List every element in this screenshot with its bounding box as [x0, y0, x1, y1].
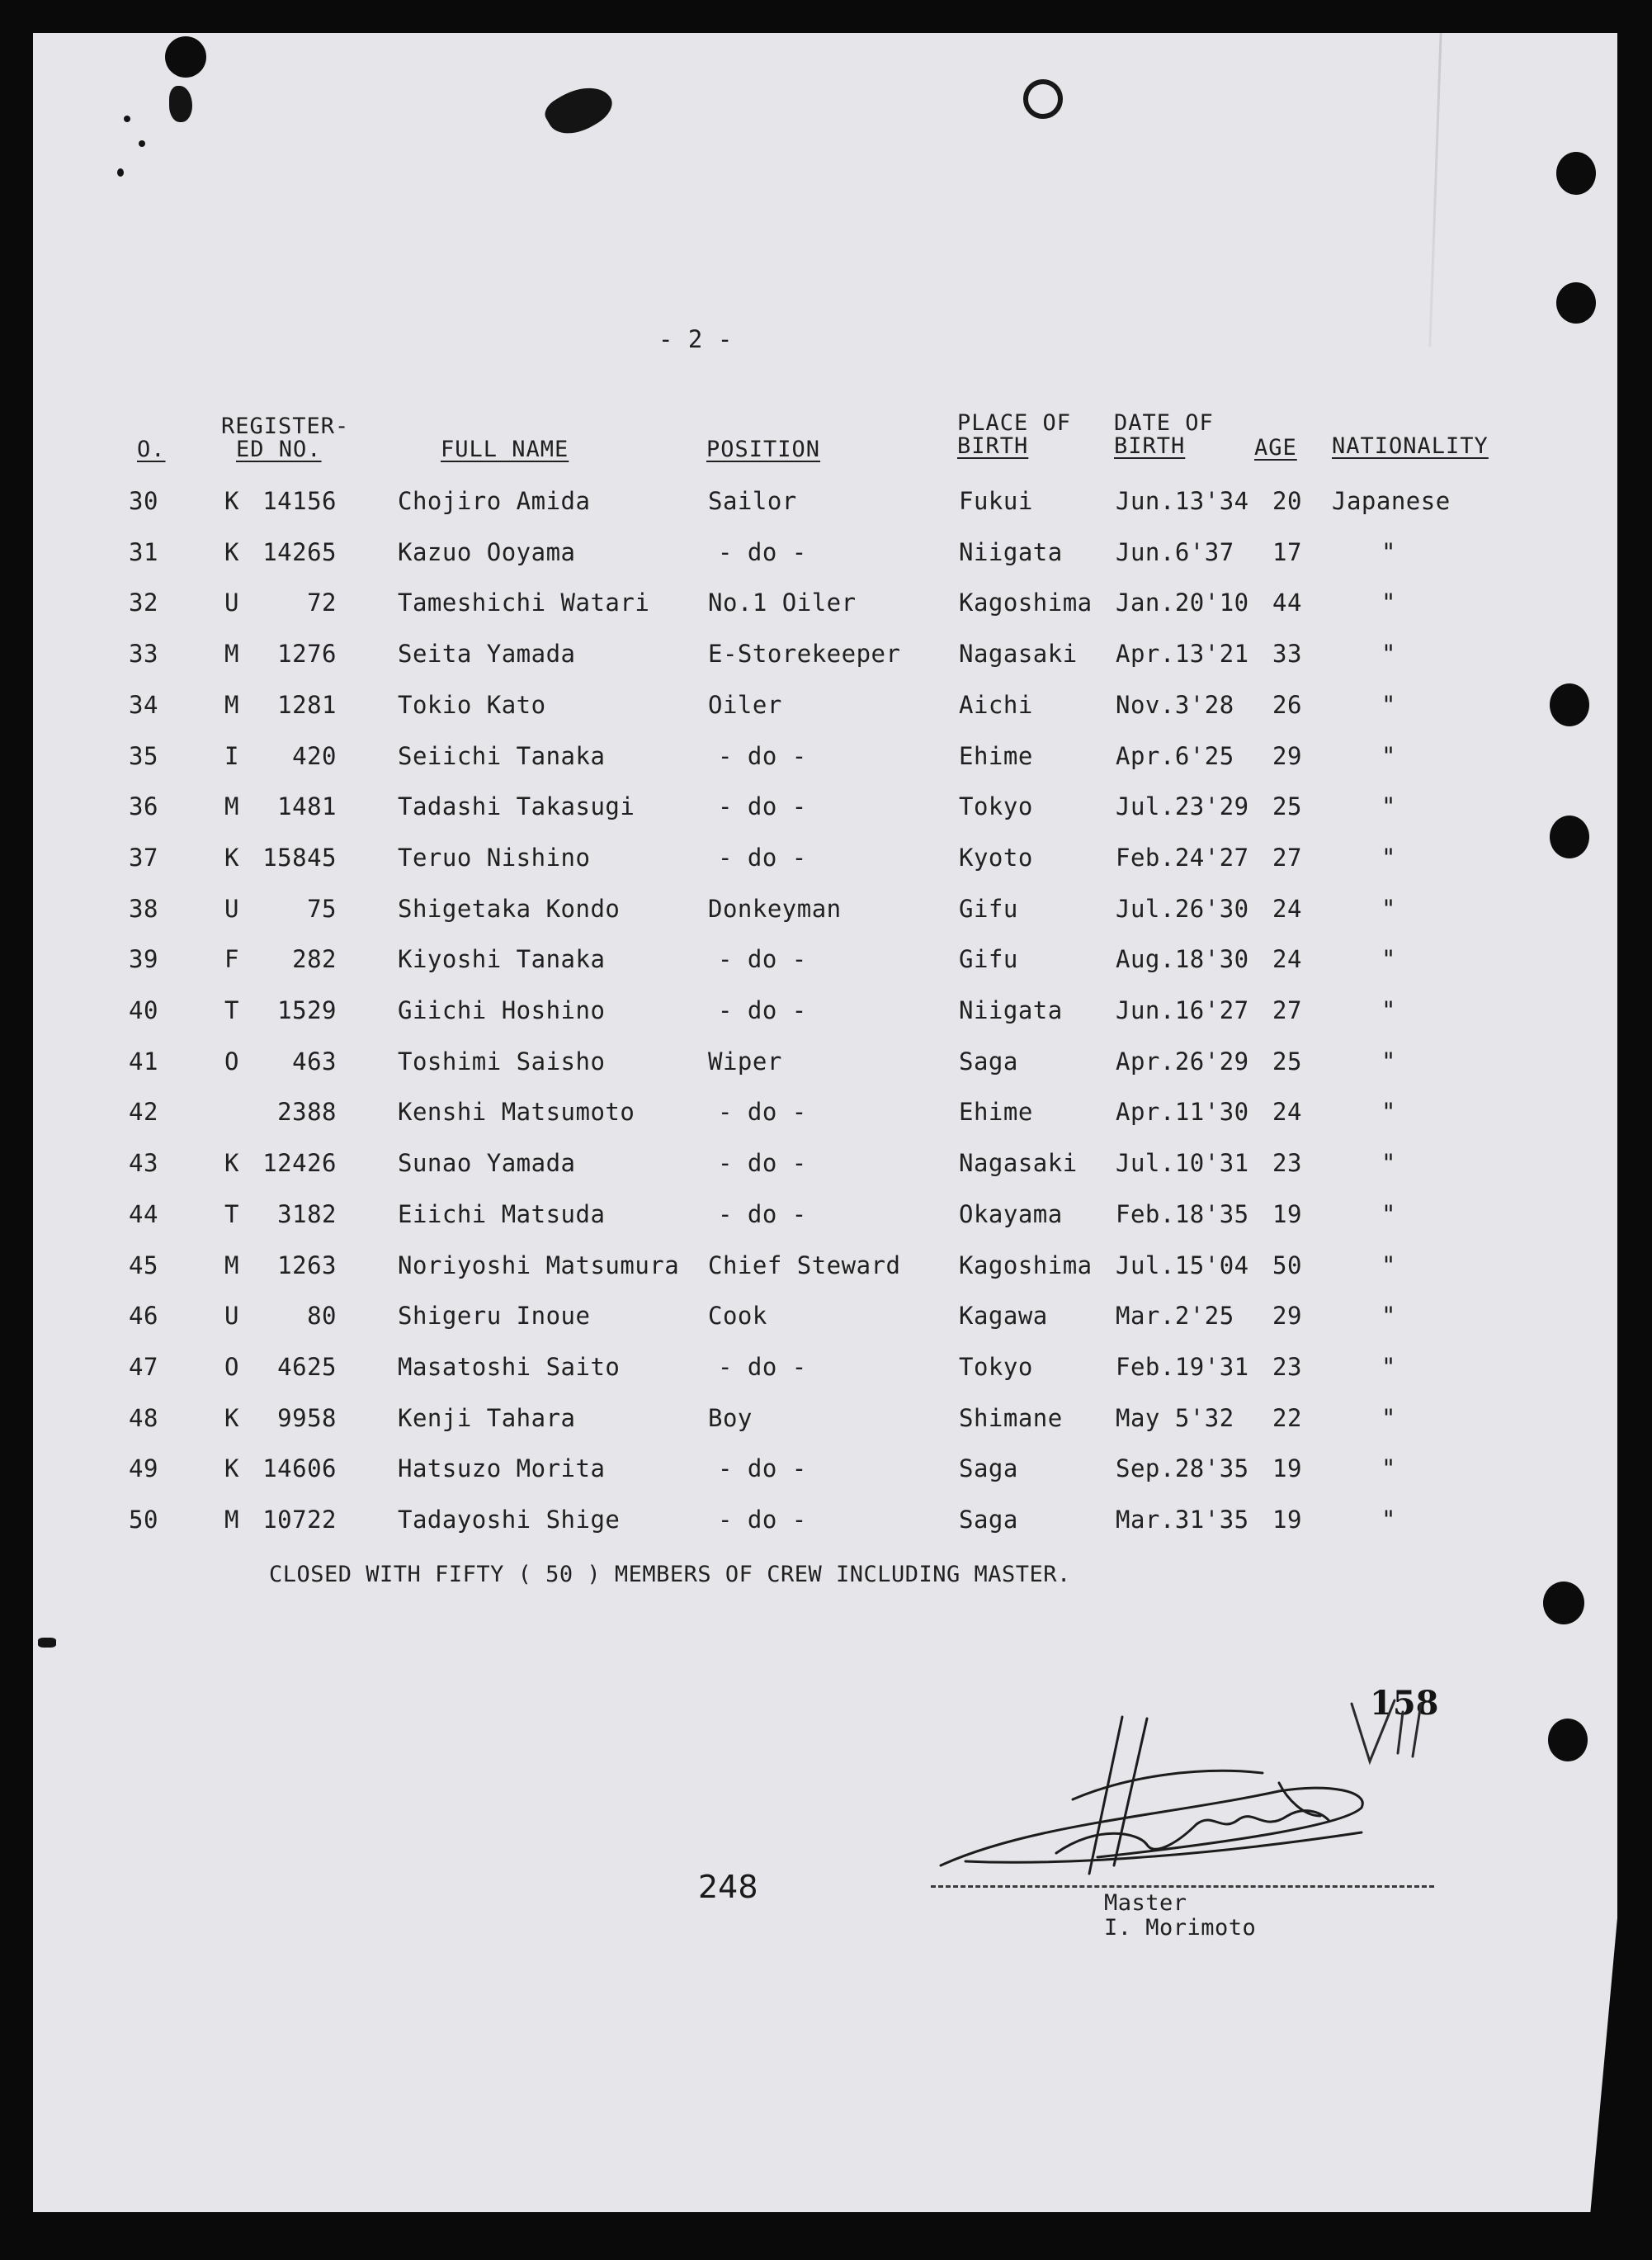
place-of-birth: Gifu — [959, 945, 1018, 974]
nationality: " — [1381, 741, 1396, 770]
full-name: Hatsuzo Morita — [398, 1454, 606, 1483]
nationality: " — [1381, 1098, 1396, 1127]
position: - do - — [718, 741, 807, 770]
row-number: 39 — [129, 945, 158, 974]
date-of-birth: Mar.31'35 — [1116, 1506, 1249, 1534]
position: - do - — [718, 945, 807, 974]
nationality: " — [1381, 690, 1396, 719]
punch-hole — [1556, 282, 1596, 324]
date-of-birth: Feb.19'31 — [1116, 1352, 1249, 1381]
position: - do - — [718, 1352, 807, 1381]
nationality: " — [1381, 843, 1396, 872]
nationality: " — [1381, 1352, 1396, 1381]
closing-statement: CLOSED WITH FIFTY ( 50 ) MEMBERS OF CREW INCLUDING MASTER. — [269, 1562, 1071, 1587]
table-row — [0, 1404, 1568, 1437]
nationality: " — [1381, 1251, 1396, 1279]
registration-number: 420 — [292, 741, 337, 770]
row-number: 42 — [129, 1098, 158, 1127]
place-of-birth: Nagasaki — [959, 1149, 1078, 1178]
place-of-birth: Tokyo — [959, 792, 1033, 821]
registration-number: 72 — [307, 589, 337, 617]
registration-prefix: K — [224, 487, 239, 515]
column-header-position: POSITION — [706, 437, 821, 462]
full-name: Noriyoshi Matsumura — [398, 1251, 680, 1279]
registration-number: 12426 — [262, 1149, 337, 1178]
column-header-date-of-birth-line2: BIRTH — [1114, 433, 1186, 459]
nationality: " — [1381, 1149, 1396, 1178]
registration-prefix: M — [224, 1251, 239, 1279]
place-of-birth: Saga — [959, 1454, 1018, 1483]
full-name: Tameshichi Watari — [398, 589, 650, 617]
table-row — [0, 895, 1568, 928]
place-of-birth: Niigata — [959, 996, 1063, 1024]
registration-prefix: O — [224, 1352, 239, 1381]
registration-prefix: K — [224, 537, 239, 566]
ink-speck — [124, 116, 130, 122]
position: Sailor — [708, 487, 797, 515]
age: 20 — [1272, 487, 1302, 515]
full-name: Tokio Kato — [398, 690, 546, 719]
signature-title: Master — [1104, 1890, 1187, 1916]
table-row — [0, 1149, 1568, 1182]
registration-number: 10722 — [262, 1506, 337, 1534]
column-header-full-name: FULL NAME — [441, 437, 569, 462]
table-row — [0, 1200, 1568, 1233]
place-of-birth: Saga — [959, 1506, 1018, 1534]
registration-prefix: I — [224, 741, 239, 770]
registration-number: 1263 — [277, 1251, 337, 1279]
full-name: Seita Yamada — [398, 640, 576, 669]
nationality: " — [1381, 640, 1396, 669]
full-name: Kenji Tahara — [398, 1403, 576, 1432]
age: 17 — [1272, 537, 1302, 566]
position: - do - — [718, 1199, 807, 1228]
registration-prefix: K — [224, 1149, 239, 1178]
column-header-age: AGE — [1254, 435, 1297, 461]
position: - do - — [718, 843, 807, 872]
place-of-birth: Niigata — [959, 537, 1063, 566]
column-header-no: O. — [137, 437, 166, 462]
registration-number: 282 — [292, 945, 337, 974]
position: Donkeyman — [708, 894, 842, 923]
registration-prefix: T — [224, 1199, 239, 1228]
signature-name: I. Morimoto — [1104, 1915, 1257, 1941]
age: 19 — [1272, 1199, 1302, 1228]
nationality: " — [1381, 1199, 1396, 1228]
date-of-birth: Nov.3'28 — [1116, 690, 1234, 719]
nationality: " — [1381, 589, 1396, 617]
position: Cook — [708, 1302, 767, 1331]
registration-prefix: K — [224, 1454, 239, 1483]
registration-prefix: K — [224, 1403, 239, 1432]
age: 27 — [1272, 996, 1302, 1024]
full-name: Toshimi Saisho — [398, 1047, 606, 1076]
age: 25 — [1272, 1047, 1302, 1076]
registration-prefix: M — [224, 640, 239, 669]
row-number: 49 — [129, 1454, 158, 1483]
table-row — [0, 1098, 1568, 1131]
page-number: 248 — [698, 1869, 758, 1905]
position: No.1 Oiler — [708, 589, 857, 617]
table-row — [0, 1251, 1568, 1284]
table-row — [0, 945, 1568, 978]
full-name: Kazuo Ooyama — [398, 537, 576, 566]
page-marker: - 2 - — [658, 325, 733, 353]
date-of-birth: Aug.18'30 — [1116, 945, 1249, 974]
date-of-birth: Jun.16'27 — [1116, 996, 1249, 1024]
stamp-number: 158 — [1370, 1684, 1439, 1723]
registration-prefix: U — [224, 894, 239, 923]
registration-number: 9958 — [277, 1403, 337, 1432]
row-number: 36 — [129, 792, 158, 821]
column-header-registered-line1: REGISTER- — [221, 414, 350, 439]
age: 23 — [1272, 1352, 1302, 1381]
column-header-place-of-birth-line2: BIRTH — [957, 433, 1029, 459]
registration-prefix: M — [224, 792, 239, 821]
position: - do - — [718, 996, 807, 1024]
date-of-birth: Feb.18'35 — [1116, 1199, 1249, 1228]
row-number: 41 — [129, 1047, 158, 1076]
signature-graphic — [932, 1700, 1395, 1882]
place-of-birth: Nagasaki — [959, 640, 1078, 669]
registration-prefix: M — [224, 690, 239, 719]
registration-number: 80 — [307, 1302, 337, 1331]
registration-prefix: M — [224, 1506, 239, 1534]
date-of-birth: Apr.6'25 — [1116, 741, 1234, 770]
age: 24 — [1272, 945, 1302, 974]
nationality: " — [1381, 945, 1396, 974]
row-number: 43 — [129, 1149, 158, 1178]
nationality: " — [1381, 1047, 1396, 1076]
row-number: 44 — [129, 1199, 158, 1228]
age: 19 — [1272, 1454, 1302, 1483]
table-row — [0, 792, 1568, 825]
row-number: 30 — [129, 487, 158, 515]
table-row — [0, 640, 1568, 673]
registration-number: 1481 — [277, 792, 337, 821]
nationality: Japanese — [1332, 487, 1451, 515]
full-name: Shigetaka Kondo — [398, 894, 621, 923]
age: 50 — [1272, 1251, 1302, 1279]
date-of-birth: Sep.28'35 — [1116, 1454, 1249, 1483]
column-header-registered-line2: ED NO. — [236, 437, 322, 462]
row-number: 45 — [129, 1251, 158, 1279]
punch-hole — [1543, 1582, 1584, 1624]
age: 22 — [1272, 1403, 1302, 1432]
registration-prefix: U — [224, 1302, 239, 1331]
registration-number: 463 — [292, 1047, 337, 1076]
signature-line — [931, 1885, 1434, 1888]
registration-prefix: U — [224, 589, 239, 617]
position: Wiper — [708, 1047, 782, 1076]
nationality: " — [1381, 1454, 1396, 1483]
date-of-birth: Jul.10'31 — [1116, 1149, 1249, 1178]
place-of-birth: Shimane — [959, 1403, 1063, 1432]
position: Chief Steward — [708, 1251, 901, 1279]
table-row — [0, 1454, 1568, 1487]
table-row — [0, 691, 1568, 724]
date-of-birth: Apr.11'30 — [1116, 1098, 1249, 1127]
full-name: Sunao Yamada — [398, 1149, 576, 1178]
registration-prefix: F — [224, 945, 239, 974]
position: - do - — [718, 1098, 807, 1127]
age: 24 — [1272, 894, 1302, 923]
registration-prefix: K — [224, 843, 239, 872]
nationality: " — [1381, 792, 1396, 821]
age: 33 — [1272, 640, 1302, 669]
age: 25 — [1272, 792, 1302, 821]
place-of-birth: Gifu — [959, 894, 1018, 923]
registration-number: 2388 — [277, 1098, 337, 1127]
row-number: 31 — [129, 537, 158, 566]
date-of-birth: Jan.20'10 — [1116, 589, 1249, 617]
age: 19 — [1272, 1506, 1302, 1534]
row-number: 50 — [129, 1506, 158, 1534]
row-number: 48 — [129, 1403, 158, 1432]
date-of-birth: Feb.24'27 — [1116, 843, 1249, 872]
table-row — [0, 589, 1568, 622]
full-name: Seiichi Tanaka — [398, 741, 606, 770]
position: Oiler — [708, 690, 782, 719]
registration-number: 3182 — [277, 1199, 337, 1228]
full-name: Teruo Nishino — [398, 843, 591, 872]
punch-hole — [1548, 1719, 1588, 1761]
ink-speck — [38, 1638, 56, 1648]
age: 29 — [1272, 741, 1302, 770]
date-of-birth: Jul.23'29 — [1116, 792, 1249, 821]
date-of-birth: Apr.13'21 — [1116, 640, 1249, 669]
place-of-birth: Ehime — [959, 741, 1033, 770]
position: - do - — [718, 537, 807, 566]
table-row — [0, 538, 1568, 571]
date-of-birth: Jun.13'34 — [1116, 487, 1249, 515]
row-number: 32 — [129, 589, 158, 617]
nationality: " — [1381, 537, 1396, 566]
registration-prefix: O — [224, 1047, 239, 1076]
table-row — [0, 742, 1568, 775]
place-of-birth: Tokyo — [959, 1352, 1033, 1381]
full-name: Shigeru Inoue — [398, 1302, 591, 1331]
row-number: 33 — [129, 640, 158, 669]
place-of-birth: Kagawa — [959, 1302, 1048, 1331]
position: - do - — [718, 1454, 807, 1483]
row-number: 35 — [129, 741, 158, 770]
date-of-birth: Apr.26'29 — [1116, 1047, 1249, 1076]
row-number: 38 — [129, 894, 158, 923]
checkmark-graphic — [1345, 1695, 1436, 1770]
row-number: 34 — [129, 690, 158, 719]
registration-number: 14156 — [262, 487, 337, 515]
place-of-birth: Kagoshima — [959, 1251, 1093, 1279]
date-of-birth: Mar.2'25 — [1116, 1302, 1234, 1331]
ink-speck — [117, 168, 124, 177]
registration-number: 75 — [307, 894, 337, 923]
position: Boy — [708, 1403, 753, 1432]
full-name: Giichi Hoshino — [398, 996, 606, 1024]
place-of-birth: Kyoto — [959, 843, 1033, 872]
table-row — [0, 1047, 1568, 1080]
position: - do - — [718, 1506, 807, 1534]
registration-number: 15845 — [262, 843, 337, 872]
date-of-birth: Jul.26'30 — [1116, 894, 1249, 923]
place-of-birth: Kagoshima — [959, 589, 1093, 617]
age: 26 — [1272, 690, 1302, 719]
punch-hole — [1556, 152, 1596, 195]
table-row — [0, 844, 1568, 877]
table-row — [0, 487, 1568, 520]
registration-number: 14265 — [262, 537, 337, 566]
registration-number: 4625 — [277, 1352, 337, 1381]
full-name: Kenshi Matsumoto — [398, 1098, 635, 1127]
ink-speck — [139, 140, 145, 147]
registration-number: 1281 — [277, 690, 337, 719]
registration-number: 1529 — [277, 996, 337, 1024]
row-number: 40 — [129, 996, 158, 1024]
punch-hole — [165, 36, 206, 78]
full-name: Masatoshi Saito — [398, 1352, 621, 1381]
registration-number: 14606 — [262, 1454, 337, 1483]
date-of-birth: May 5'32 — [1116, 1403, 1234, 1432]
place-of-birth: Aichi — [959, 690, 1033, 719]
column-header-nationality: NATIONALITY — [1332, 433, 1489, 459]
position: E-Storekeeper — [708, 640, 901, 669]
nationality: " — [1381, 1506, 1396, 1534]
place-of-birth: Ehime — [959, 1098, 1033, 1127]
full-name: Eiichi Matsuda — [398, 1199, 606, 1228]
place-of-birth: Okayama — [959, 1199, 1063, 1228]
nationality: " — [1381, 1302, 1396, 1331]
column-header-date-of-birth-line1: DATE OF — [1114, 410, 1214, 436]
table-row — [0, 1302, 1568, 1335]
full-name: Tadashi Takasugi — [398, 792, 635, 821]
column-header-place-of-birth-line1: PLACE OF — [957, 410, 1072, 436]
registration-number: 1276 — [277, 640, 337, 669]
nationality: " — [1381, 894, 1396, 923]
age: 24 — [1272, 1098, 1302, 1127]
full-name: Kiyoshi Tanaka — [398, 945, 606, 974]
full-name: Chojiro Amida — [398, 487, 591, 515]
date-of-birth: Jul.15'04 — [1116, 1251, 1249, 1279]
row-number: 37 — [129, 843, 158, 872]
table-row — [0, 1506, 1568, 1539]
ink-blot — [1023, 79, 1063, 119]
nationality: " — [1381, 1403, 1396, 1432]
position: - do - — [718, 792, 807, 821]
row-number: 46 — [129, 1302, 158, 1331]
age: 27 — [1272, 843, 1302, 872]
position: - do - — [718, 1149, 807, 1178]
table-row — [0, 996, 1568, 1029]
row-number: 47 — [129, 1352, 158, 1381]
registration-prefix: T — [224, 996, 239, 1024]
full-name: Tadayoshi Shige — [398, 1506, 621, 1534]
place-of-birth: Fukui — [959, 487, 1033, 515]
age: 29 — [1272, 1302, 1302, 1331]
age: 23 — [1272, 1149, 1302, 1178]
nationality: " — [1381, 996, 1396, 1024]
ink-blot — [169, 86, 192, 122]
place-of-birth: Saga — [959, 1047, 1018, 1076]
age: 44 — [1272, 589, 1302, 617]
table-row — [0, 1353, 1568, 1386]
date-of-birth: Jun.6'37 — [1116, 537, 1234, 566]
